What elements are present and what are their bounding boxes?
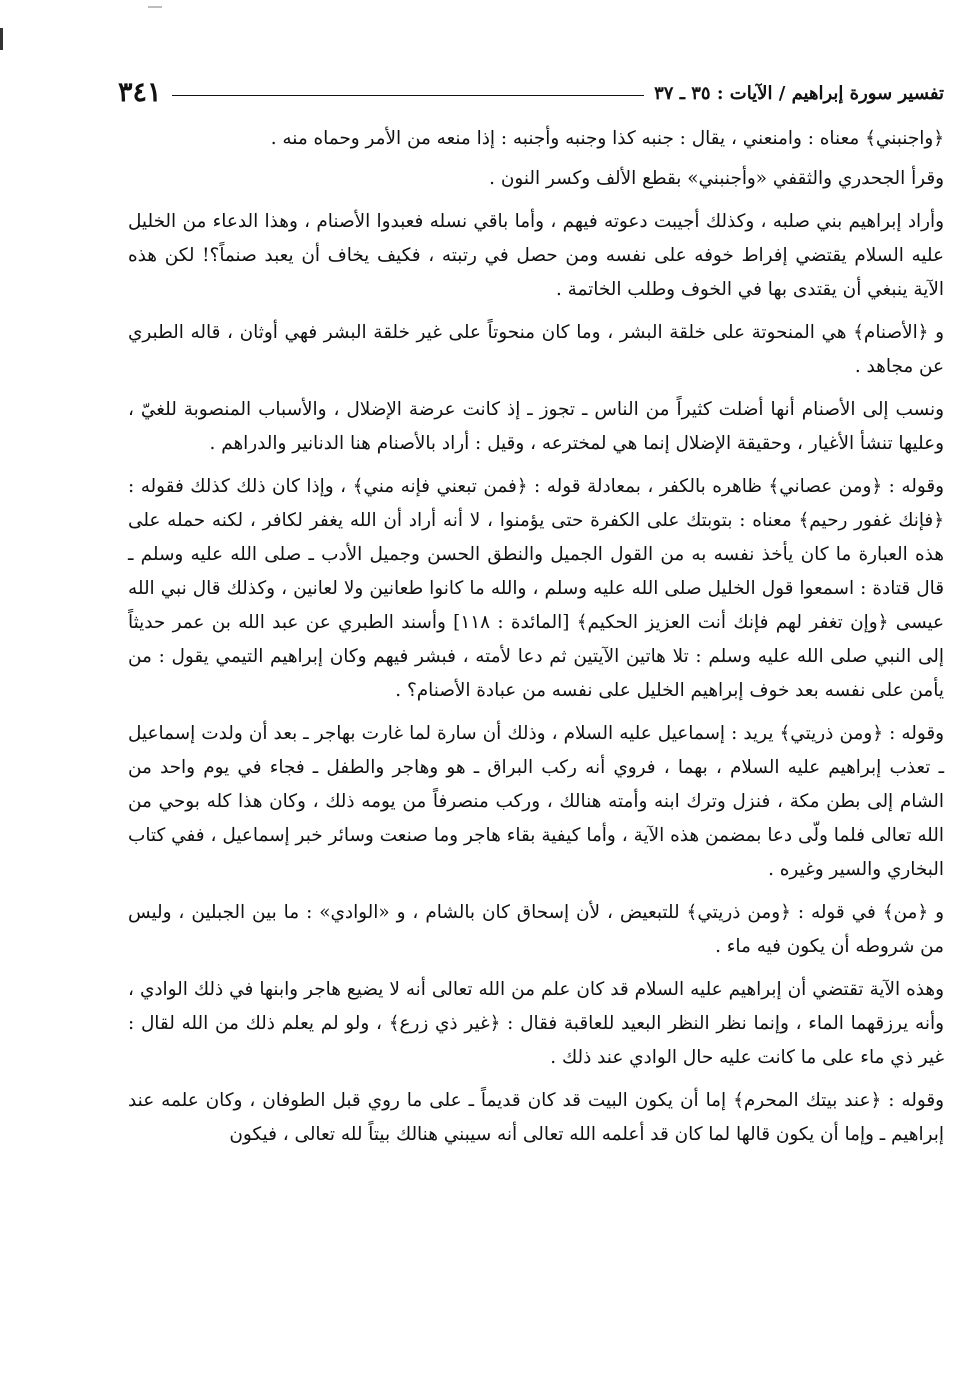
paragraph: وقوله : ﴿ومن ذريتي﴾ يريد : إسماعيل عليه السلام ، وذلك أن سارة لما غارت بهاجر ـ بعد أن ولدت إسماعيل ـ تعذب إبراهيم عليه السلام ، بهما ، فروي أنه ركب البراق ـ هو وهاجر والطفل ـ فجاء في يوم واحد من الشام إلى بطن مكة ، فنزل وترك ابنه وأمته هنالك ، وركب منصرفاً من يومه ذلك ، وكان هذا كله بوحي من الله تعالى فلما ولّى دعا بمضمن هذه الآية ، وأما كيفية بقاء هاجر وما صنعت وسائر خبر إسماعيل ، ففي كتاب البخاري والسير وغيره . — [128, 723, 944, 880]
paragraph: و ﴿من﴾ في قوله : ﴿ومن ذريتي﴾ للتبعيض ، لأن إسحاق كان بالشام ، و «الوادي» : ما بين الجبلين ، وليس من شروطه أن يكون فيه ماء . — [128, 902, 944, 957]
header-rule — [172, 95, 645, 96]
header-title: تفسير سورة إبراهيم / الآيات : ٣٥ ـ ٣٧ — [654, 83, 944, 104]
scan-artifact — [148, 6, 162, 8]
paragraph: وهذه الآية تقتضي أن إبراهيم عليه السلام قد كان علم من الله تعالى أنه لا يضيع هاجر وابنها في ذلك الوادي ، وأنه يرزقهما الماء ، وإنما نظر النظر البعيد للعاقبة فقال : ﴿غير ذي زرع﴾ ، ولو لم يعلم ذلك من الله لقال : غير ذي ماء على ما كانت عليه حال الوادي عند ذلك . — [128, 979, 944, 1068]
paragraph: وقرأ الجحدري والثقفي «وأجنبني» بقطع الألف وكسر النون . — [489, 168, 944, 189]
paragraph: و ﴿الأصنام﴾ هي المنحوتة على خلقة البشر ، وما كان منحوتاً على غير خلقة البشر فهي أوثان ، قاله الطبري عن مجاهد . — [128, 322, 944, 377]
paragraph: وقوله : ﴿عند بيتك المحرم﴾ إما أن يكون البيت قد كان قديماً ـ على ما روي قبل الطوفان ، وكان علمه عند إبراهيم ـ وإما أن يكون قالها لما كان قد أعلمه الله تعالى أنه سيبني هنالك بيتاً لله تعالى ، فيكون — [128, 1090, 944, 1145]
paragraph: ﴿واجنبني﴾ معناه : وامنعني ، يقال : جنبه كذا وجنبه وأجنبه : إذا منعه من الأمر وحماه منه . — [270, 128, 944, 149]
paragraph: وقوله : ﴿ومن عصاني﴾ ظاهره بالكفر ، بمعادلة قوله : ﴿فمن تبعني فإنه مني﴾ ، وإذا كان ذلك كذلك فقوله : ﴿فإنك غفور رحيم﴾ معناه : بتوبتك على الكفرة حتى يؤمنوا ، لا أنه أراد أن الله يغفر لكافر ، لكنه حمله على هذه العبارة ما كان يأخذ نفسه به من القول الجميل والنطق الحسن وجميل الأدب ـ صلى الله عليه وسلم ـ قال قتادة : اسمعوا قول الخليل صلى الله عليه وسلم ، والله ما كانوا طعانين ولا لعانين ، وكذلك قال نبي الله عيسى ﴿وإن تغفر لهم فإنك أنت العزيز الحكيم﴾ [المائدة : ١١٨] وأسند الطبري عن عبد الله بن عمر حديثاً إلى النبي صلى الله عليه وسلم : تلا هاتين الآيتين ثم دعا لأمته ، فبشر فيهم وكان إبراهيم التيمي يقول : من يأمن على نفسه بعد خوف إبراهيم الخليل على نفسه من عبادة الأصنام؟ . — [128, 476, 944, 701]
paragraph: وأراد إبراهيم بني صلبه ، وكذلك أجيبت دعوته فيهم ، وأما باقي نسله فعبدوا الأصنام ، وهذا الدعاء من الخليل عليه السلام يقتضي إفراط خوفه على نفسه ومن حصل في رتبته ، فكيف يخاف أن يعبد صنماً؟! لكن هذه الآية ينبغي أن يقتدى بها في الخوف وطلب الخاتمة . — [128, 211, 944, 300]
body-text — [128, 122, 944, 1158]
paragraph: ونسب إلى الأصنام أنها أضلت كثيراً من الناس ـ تجوز ـ إذ كانت عرضة الإضلال ، والأسباب المنصوبة للغيّ ، وعليها تنشأ الأغيار ، وحقيقة الإضلال إنما هي لمخترعه ، وقيل : أراد بالأصنام هنا الدنانير والدراهم . — [128, 399, 944, 454]
scan-artifact — [0, 28, 3, 50]
running-header — [118, 72, 944, 110]
page-number: ٣٤١ — [118, 77, 162, 108]
